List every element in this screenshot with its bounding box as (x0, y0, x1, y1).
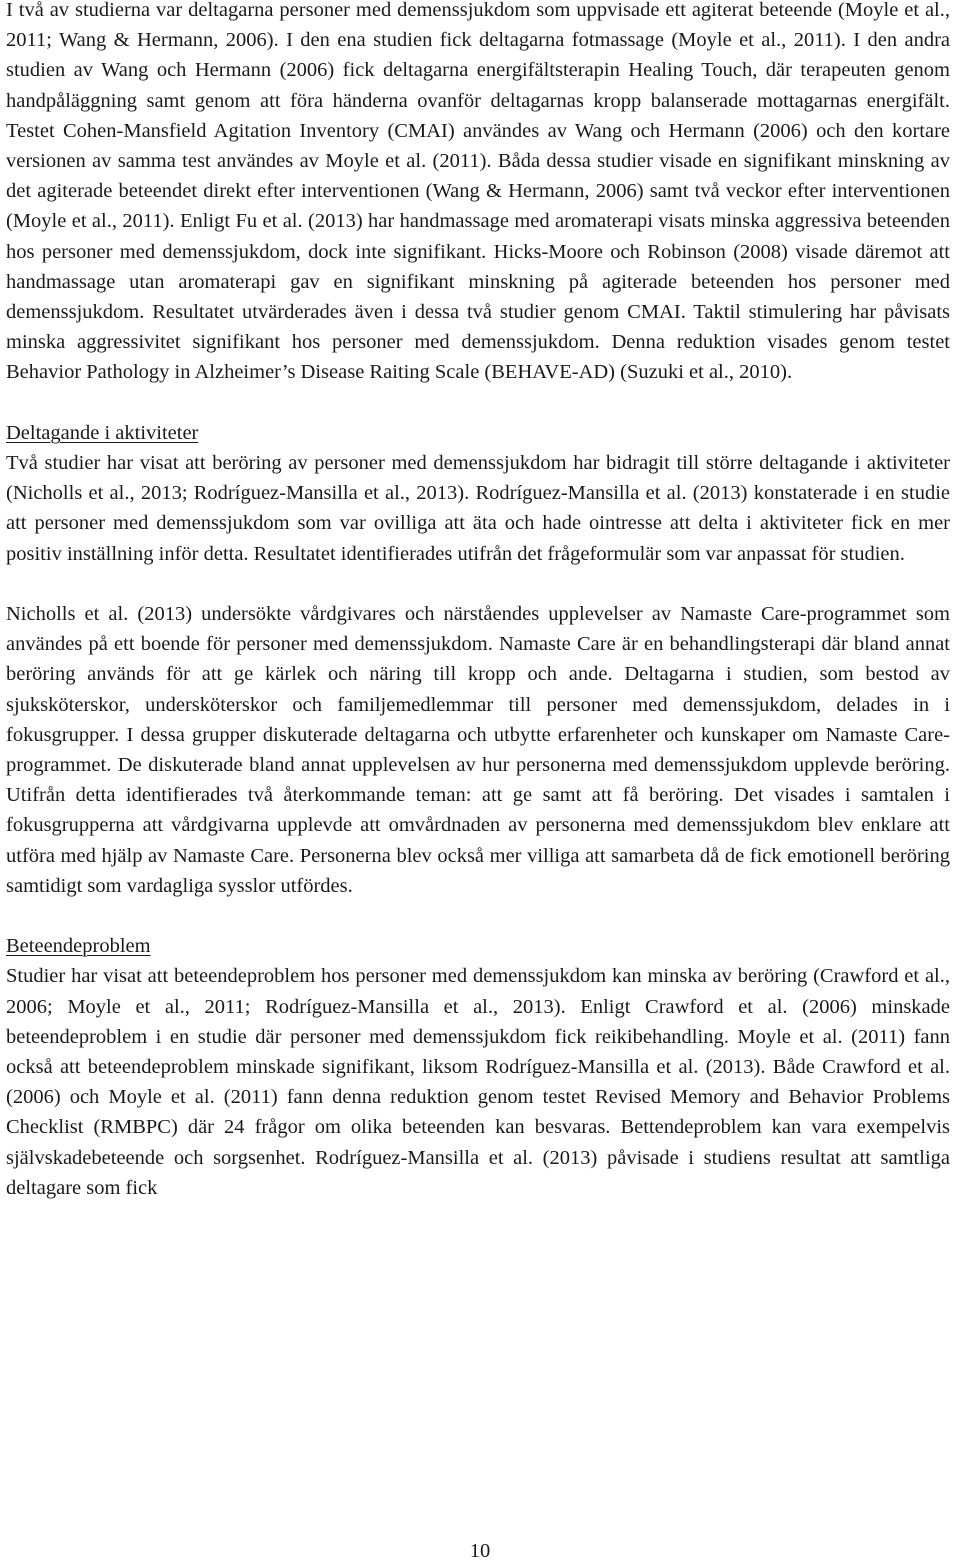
paragraph-spacer (6, 388, 950, 418)
section-heading-behavior-problems: Beteendeproblem (6, 935, 151, 958)
section-heading-participation: Deltagande i aktiviteter (6, 421, 199, 444)
body-paragraph-participation: Två studier har visat att beröring av personer med demenssjukdom har bidragit till större deltagande i aktiviteter (Nicholls et al., 2013; Rodríguez-Mansilla et al., 2013). Rodríguez-Mansilla et al. (2013) konstaterade i en studie att personer med demenssjukdom som var ovilliga att äta och hade ointresse att delta i aktiviteter fick en mer positiv inställning inför detta. Resultatet identifierades utifrån det frågeformulär som var anpassat för studien. (6, 452, 950, 565)
body-paragraph-behavior-problems: Studier har visat att beteendeproblem hos personer med demenssjukdom kan minska av beröring (Crawford et al., 2006; Moyle et al., 2011; Rodríguez-Mansilla et al., 2013). Enligt Crawford et al. (2006) minskade beteendeproblem i en studie där personer med demenssjukdom fick reikibehandling. Moyle et al. (2011) fann också att beteendeproblem minskade signifikant, liksom Rodríguez-Mansilla et al. (2013). Både Crawford et al. (2006) och Moyle et al. (2011) fann denna reduktion genom testet Revised Memory and Behavior Problems Checklist (RMBPC) där 24 frågor om olika beteenden kan besvaras. Bettendeproblem kan vara exempelvis självskadebeteende och sorgsenhet. Rodríguez-Mansilla et al. (2013) påvisade i studiens resultat att samtliga deltagare som fick (6, 965, 950, 1199)
body-paragraph-namaste-care: Nicholls et al. (2013) undersökte vårdgivares och närståendes upplevelser av Namaste Care-programmet som användes på ett boende för personer med demenssjukdom. Namaste Care är en behandlingsterapi där bland annat beröring används för att ge kärlek och näring till kropp och ande. Deltagarna i studien, som bestod av sjuksköterskor, undersköterskor och familjemedlemmar till personer med demenssjukdom, delades in i fokusgrupper. I dessa grupper diskuterade deltagarna och utbytte erfarenheter och kunskaper om Namaste Care-programmet. De diskuterade bland annat upplevelsen av hur personerna med demenssjukdom upplevde beröring. Utifrån detta identifierades två återkommande teman: att ge samt att få beröring. Det visades i samtalen i fokusgrupperna att vårdgivarna upplevde att omvårdnaden av personerna med demenssjukdom blev enklare att utföra med hjälp av Namaste Care. Personerna blev också mer villiga att samarbeta då de fick emotionell beröring samtidigt som vardagliga sysslor utfördes. (6, 603, 950, 897)
body-paragraph-agitation: I två av studierna var deltagarna personer med demenssjukdom som uppvisade ett agiterat beteende (Moyle et al., 2011; Wang & Hermann, 2006). I den ena studien fick deltagarna fotmassage (Moyle et al., 2011). I den andra studien av Wang och Hermann (2006) fick deltagarna energifältsterapin Healing Touch, där terapeuten genom handpåläggning samt genom att föra händerna ovanför deltagarnas kropp balanserade mottagarnas energifält. Testet Cohen-Mansfield Agitation Inventory (CMAI) användes av Wang och Hermann (2006) och den kortare versionen av samma test användes av Moyle et al. (2011). Båda dessa studier visade en signifikant minskning av det agiterade beteendet direkt efter interventionen (Wang & Hermann, 2006) samt två veckor efter interventionen (Moyle et al., 2011). Enligt Fu et al. (2013) har handmassage med aromaterapi visats minska aggressiva beteenden hos personer med demenssjukdom, dock inte signifikant. Hicks-Moore och Robinson (2008) visade däremot att handmassage utan aromaterapi gav en signifikant minskning på agiterade beteenden hos personer med demenssjukdom. Resultatet utvärderades även i dessa två studier genom CMAI. Taktil stimulering har påvisats minska aggressivitet signifikant hos personer med demenssjukdom. Denna reduktion visades genom testet Behavior Pathology in Alzheimer’s Disease Raiting Scale (BEHAVE-AD) (Suzuki et al., 2010). (6, 0, 950, 384)
paragraph-spacer (6, 901, 950, 931)
page-number: 10 (469, 1540, 491, 1562)
paragraph-spacer (6, 569, 950, 599)
